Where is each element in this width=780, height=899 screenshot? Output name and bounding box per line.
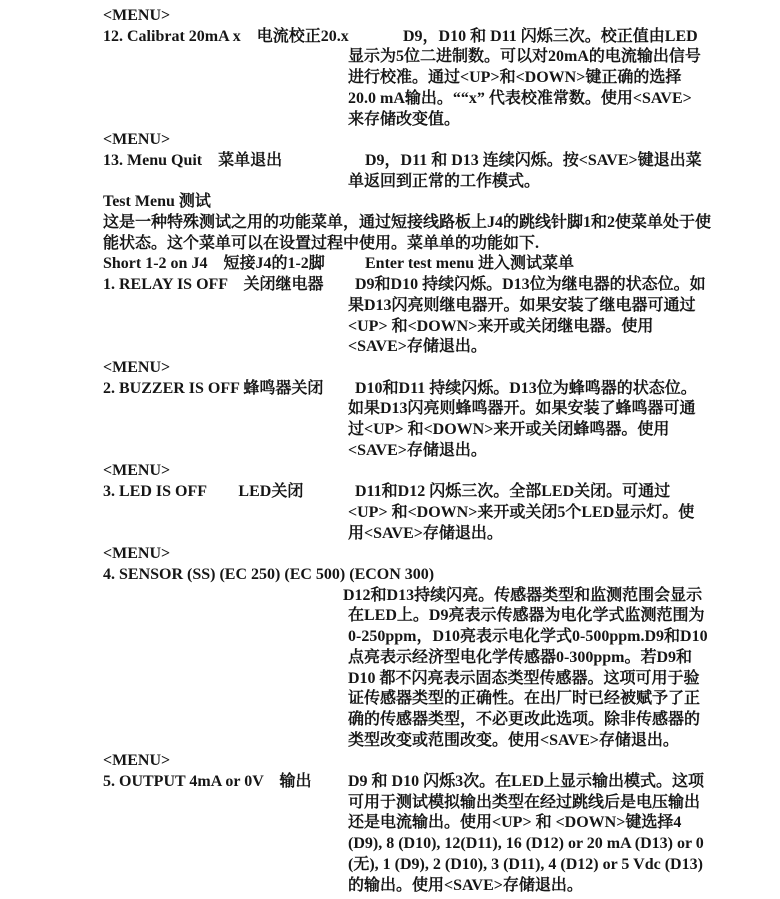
section-short-j4 [103,254,780,275]
desc-line: 确的传感器类型，不必更改此选项。除非传感器的 [348,710,701,728]
test-menu-paragraph-line: 这是一种特殊测试之用的功能菜单，通过短接线路板上J4的跳线针脚1和2使菜单处于使 [103,214,712,232]
desc-line: (无), 1 (D9), 2 (D10), 3 (D11), 4 (D12) or 5 Vdc (D13) [348,855,703,873]
desc-line: D12和D13持续闪亮。传感器类型和监测范围会显示 [343,586,703,604]
desc-line: 0-250ppm，D10亮表示电化学式0-500ppm.D9和D10 [348,628,708,646]
item-label-short-j4: Short 1-2 on J4 短接J4的1-2脚 [103,255,325,273]
desc-line: 点亮表示经济型电化学传感器0-300ppm。若D9和 [348,648,693,666]
desc-line: 20.0 mA输出。““x” 代表校准常数。使用<SAVE> [348,89,692,107]
item-label-output: 5. OUTPUT 4mA or 0V 输出 [103,773,312,791]
desc-line: 显示为5位二进制数。可以对20mA的电流输出信号 [348,48,701,66]
desc-line: 的输出。使用<SAVE>存储退出。 [348,876,583,894]
section-sensor [103,586,780,752]
item-label-menu-quit: 13. Menu Quit 菜单退出 [103,151,283,169]
desc-line: 来存储改变值。 [348,110,461,128]
desc-line: <UP> 和<DOWN>来开或关闭继电器。使用 [348,317,654,335]
desc-line: 过<UP> 和<DOWN>来开或关闭蜂鸣器。使用 [348,421,670,439]
desc-line: 证传感器类型的正确性。在出厂时已经被赋予了正 [348,690,701,708]
sensor-heading: 4. SENSOR (SS) (EC 250) (EC 500) (ECON 300) [103,565,435,583]
desc-line: 在LED上。D9亮表示传感器为电化学式监测范围为 [348,607,705,625]
desc-line: 进行校准。通过<UP>和<DOWN>键正确的选择 [348,69,682,87]
section-buzzer [103,379,780,462]
section-relay [103,275,780,358]
desc-line: D9 和 D10 闪烁3次。在LED上显示输出模式。这项 [348,773,705,791]
desc-line: <SAVE>存储退出。 [348,338,487,356]
desc-line: <SAVE>存储退出。 [348,441,487,459]
section-led [103,482,780,544]
item-label-led: 3. LED IS OFF LED关闭 [103,483,304,501]
menu-marker: <MENU> [103,131,171,149]
item-label-relay: 1. RELAY IS OFF 关闭继电器 [103,276,324,294]
desc-line: (D9), 8 (D10), 12(D11), 16 (D12) or 20 mA (D13) or 0 [348,835,704,853]
item-label-buzzer: 2. BUZZER IS OFF 蜂鸣器关闭 [103,379,324,397]
section-output [103,772,780,896]
menu-marker: <MENU> [103,752,171,770]
menu-marker: <MENU> [103,462,171,480]
desc-line: 还是电流输出。使用<UP> 和 <DOWN>键选择4 [348,814,682,832]
test-menu-heading: Test Menu 测试 [103,193,211,211]
desc-line: 可用于测试模拟输出类型在经过跳线后是电压输出 [348,793,701,811]
desc-line: 用<SAVE>存储退出。 [348,524,503,542]
desc-line: 果D13闪亮则继电器开。如果安装了继电器可通过 [348,296,696,314]
desc-line: D9和D10 持续闪烁。D13位为继电器的状态位。如 [355,276,706,294]
desc-line: <UP> 和<DOWN>来开或关闭5个LED显示灯。使 [348,503,695,521]
desc-line: D11和D12 闪烁三次。全部LED关闭。可通过 [355,483,671,501]
desc-line: Enter test menu 进入测试菜单 [365,255,575,273]
menu-marker: <MENU> [103,7,171,24]
desc-line: D9，D11 和 D13 连续闪烁。按<SAVE>键退出菜 [365,151,702,169]
desc-line: 如果D13闪亮则蜂鸣器开。如果安装了蜂鸣器可通 [348,400,696,418]
desc-line: 类型改变或范围改变。使用<SAVE>存储退出。 [348,731,679,749]
desc-line: D9，D10 和 D11 闪烁三次。校正值由LED [403,27,698,45]
item-label-calibrate: 12. Calibrat 20mA x 电流校正20.x [103,27,349,45]
desc-line: D10和D11 持续闪烁。D13位为蜂鸣器的状态位。 [355,379,697,397]
menu-marker: <MENU> [103,358,171,376]
section-calibrate [103,27,780,131]
desc-line: D10 都不闪亮表示固态类型传感器。这项可用于验 [348,669,700,687]
desc-line: 单返回到正常的工作模式。 [348,172,541,190]
section-menu-quit [103,151,780,192]
menu-marker: <MENU> [103,545,171,563]
test-menu-paragraph-line: 能状态。这个菜单可以在设置过程中使用。菜单单的功能如下. [103,234,540,252]
